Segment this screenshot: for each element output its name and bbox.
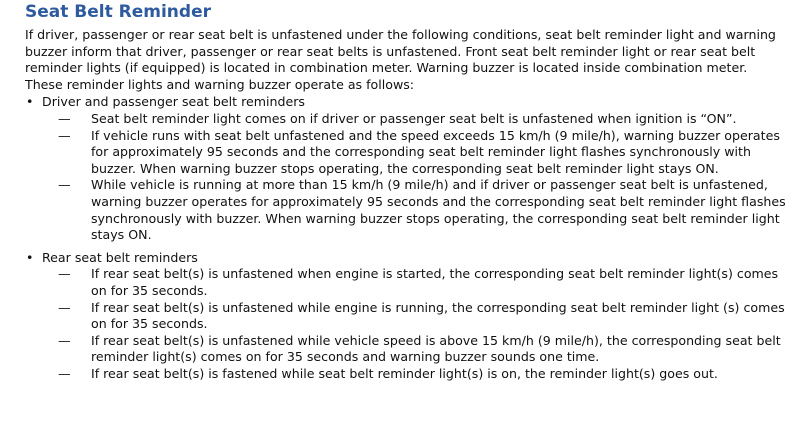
section-heading: • Rear seat belt reminders [42,249,198,265]
intro-paragraph: If driver, passenger or rear seat belt is unfastened under the following conditions, seat belt reminder light and warning buzzer inform that driver, passenger or rear seat belts is unfastened. Front seat belt reminder light or rear seat belt reminder lights (if equipped) is located in combination meter. Warning buzzer is located inside combination meter. [25,27,776,76]
reminder-sections [25,94,792,382]
list-item: — While vehicle is running at more than 15 km/h (9 mile/h) and if driver or passenger seat belt is unfastened, warning buzzer operates for approximately 95 seconds and the corresponding seat belt reminder light flashes synchronously with buzzer. When warning buzzer stops operating, the corresponding seat belt reminder light stays ON. [42,177,792,243]
list-item: — If rear seat belt(s) is unfastened when engine is started, the corresponding seat belt reminder light(s) comes on for 35 seconds. [42,266,792,299]
page-title: Seat Belt Reminder [25,2,211,22]
list-item: — If rear seat belt(s) is unfastened while engine is running, the corresponding seat belt reminder light (s) comes on for 35 seconds. [42,300,792,333]
section-driver-passenger [25,94,792,243]
document-page [0,1,800,443]
dash-list [42,266,792,382]
dash-list [42,111,792,244]
list-item: — If rear seat belt(s) is unfastened while vehicle speed is above 15 km/h (9 mile/h), the corresponding seat belt reminder light(s) comes on for 35 seconds and warning buzzer sounds one time. [42,333,792,366]
section-rear [25,250,792,383]
list-item: — If vehicle runs with seat belt unfastened and the speed exceeds 15 km/h (9 mile/h), warning buzzer operates for approximately 95 seconds and the corresponding seat belt reminder light flashes synchronously with buzzer. When warning buzzer stops operating, the corresponding seat belt reminder light stays ON. [42,128,792,178]
section-heading: • Driver and passenger seat belt reminders [42,94,305,110]
lead-paragraph: These reminder lights and warning buzzer operate as follows: [25,76,415,92]
list-item: — If rear seat belt(s) is fastened while seat belt reminder light(s) is on, the reminder light(s) goes out. [42,366,792,383]
list-item: — Seat belt reminder light comes on if driver or passenger seat belt is unfastened when ignition is “ON”. [42,111,792,128]
